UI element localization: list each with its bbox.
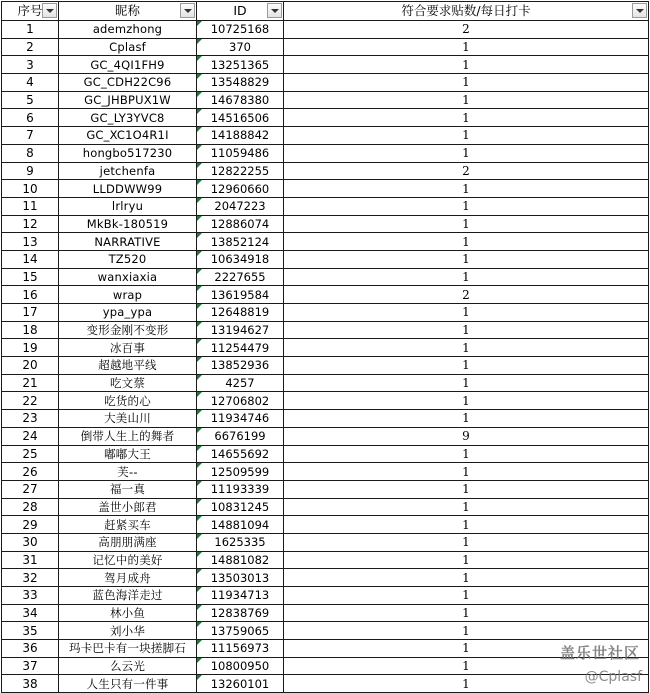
table-row bbox=[2, 427, 649, 445]
cell-seq[interactable]: 28 bbox=[2, 498, 59, 516]
cell-nickname[interactable]: 刘小华 bbox=[59, 622, 197, 640]
column-header-id bbox=[197, 2, 284, 21]
cell-seq[interactable]: 1 bbox=[2, 21, 59, 39]
cell-id-value: 12886074 bbox=[210, 216, 270, 231]
cell-seq[interactable]: 21 bbox=[2, 374, 59, 392]
seq-filter-dropdown-icon[interactable] bbox=[42, 3, 57, 18]
cell-id-value: 10831245 bbox=[210, 499, 270, 514]
table-row bbox=[2, 357, 649, 375]
cell-nickname[interactable]: LLDDWW99 bbox=[59, 180, 197, 198]
cell-nickname[interactable]: wanxiaxia bbox=[59, 268, 197, 286]
cell-count[interactable]: 1 bbox=[284, 587, 649, 605]
table-row bbox=[2, 215, 649, 233]
cell-count[interactable]: 1 bbox=[284, 127, 649, 145]
number-as-text-indicator-icon bbox=[197, 534, 202, 539]
table-row bbox=[2, 321, 649, 339]
cell-nickname[interactable]: 冰百事 bbox=[59, 339, 197, 357]
number-as-text-indicator-icon bbox=[197, 251, 202, 256]
cell-count[interactable]: 1 bbox=[284, 339, 649, 357]
nickname-filter-dropdown-icon[interactable] bbox=[180, 3, 195, 18]
table-row bbox=[2, 657, 649, 675]
cell-id-value: 13503013 bbox=[210, 570, 270, 585]
number-as-text-indicator-icon bbox=[197, 357, 202, 362]
table-row bbox=[2, 38, 649, 56]
cell-nickname[interactable]: lrlryu bbox=[59, 197, 197, 215]
cell-nickname[interactable]: Cplasf bbox=[59, 38, 197, 56]
id-filter-dropdown-icon[interactable] bbox=[267, 3, 282, 18]
cell-id[interactable] bbox=[197, 604, 284, 622]
table-row bbox=[2, 339, 649, 357]
cell-count[interactable]: 2 bbox=[284, 21, 649, 39]
cell-count[interactable]: 9 bbox=[284, 427, 649, 445]
number-as-text-indicator-icon bbox=[197, 180, 202, 185]
table-row bbox=[2, 304, 649, 322]
cell-nickname[interactable]: wrap bbox=[59, 286, 197, 304]
cell-seq[interactable]: 25 bbox=[2, 445, 59, 463]
cell-id-value: 13759065 bbox=[210, 623, 270, 638]
cell-count[interactable]: 1 bbox=[284, 268, 649, 286]
cell-id[interactable] bbox=[197, 374, 284, 392]
cell-seq[interactable]: 11 bbox=[2, 197, 59, 215]
cell-count[interactable]: 1 bbox=[284, 392, 649, 410]
table-row bbox=[2, 498, 649, 516]
cell-nickname[interactable]: TZ520 bbox=[59, 250, 197, 268]
cell-id[interactable] bbox=[197, 339, 284, 357]
cell-count[interactable]: 1 bbox=[284, 675, 649, 693]
number-as-text-indicator-icon bbox=[197, 286, 202, 291]
cell-seq[interactable]: 20 bbox=[2, 357, 59, 375]
cell-id[interactable] bbox=[197, 533, 284, 551]
cell-seq[interactable]: 2 bbox=[2, 38, 59, 56]
cell-nickname[interactable]: 蓝色海洋走过 bbox=[59, 587, 197, 605]
table-row bbox=[2, 268, 649, 286]
cell-count[interactable]: 1 bbox=[284, 533, 649, 551]
cell-nickname[interactable]: 超越地平线 bbox=[59, 357, 197, 375]
number-as-text-indicator-icon bbox=[197, 516, 202, 521]
cell-id-value: 13251365 bbox=[210, 57, 270, 72]
cell-seq[interactable]: 8 bbox=[2, 144, 59, 162]
cell-id-value: 10634918 bbox=[210, 252, 270, 267]
number-as-text-indicator-icon bbox=[197, 92, 202, 97]
cell-id[interactable] bbox=[197, 551, 284, 569]
number-as-text-indicator-icon bbox=[197, 21, 202, 26]
cell-id[interactable] bbox=[197, 445, 284, 463]
cell-id-value: 10725168 bbox=[210, 22, 270, 37]
cell-id-value: 14655692 bbox=[210, 446, 270, 461]
cell-count[interactable]: 1 bbox=[284, 215, 649, 233]
cell-id[interactable] bbox=[197, 640, 284, 658]
cell-id[interactable] bbox=[197, 56, 284, 74]
cell-nickname[interactable]: 赶紧买车 bbox=[59, 516, 197, 534]
table-row bbox=[2, 56, 649, 74]
cell-seq[interactable]: 30 bbox=[2, 533, 59, 551]
cell-count[interactable]: 1 bbox=[284, 197, 649, 215]
column-header-id-label: ID bbox=[233, 3, 247, 18]
cell-seq[interactable]: 15 bbox=[2, 268, 59, 286]
cell-id-value: 11934746 bbox=[210, 411, 270, 426]
cell-count[interactable]: 1 bbox=[284, 109, 649, 127]
cell-id[interactable] bbox=[197, 427, 284, 445]
number-as-text-indicator-icon bbox=[197, 499, 202, 504]
table-row bbox=[2, 74, 649, 92]
cell-id[interactable] bbox=[197, 91, 284, 109]
number-as-text-indicator-icon bbox=[197, 74, 202, 79]
cell-id-value: 370 bbox=[229, 40, 251, 55]
cell-id[interactable] bbox=[197, 410, 284, 428]
cell-count[interactable]: 1 bbox=[284, 604, 649, 622]
cell-nickname[interactable]: NARRATIVE bbox=[59, 233, 197, 251]
cell-id-value: 1625335 bbox=[214, 535, 266, 550]
number-as-text-indicator-icon bbox=[197, 675, 202, 680]
cell-id[interactable] bbox=[197, 215, 284, 233]
cell-id[interactable] bbox=[197, 74, 284, 92]
number-as-text-indicator-icon bbox=[197, 658, 202, 663]
header-row bbox=[2, 2, 649, 21]
cell-id[interactable] bbox=[197, 268, 284, 286]
number-as-text-indicator-icon bbox=[197, 109, 202, 114]
number-as-text-indicator-icon bbox=[197, 233, 202, 238]
cell-seq[interactable]: 38 bbox=[2, 675, 59, 693]
table-body bbox=[2, 21, 649, 693]
cell-id[interactable] bbox=[197, 144, 284, 162]
cell-seq[interactable]: 7 bbox=[2, 127, 59, 145]
table-row bbox=[2, 250, 649, 268]
number-as-text-indicator-icon bbox=[197, 56, 202, 61]
cell-id[interactable] bbox=[197, 180, 284, 198]
cell-seq[interactable]: 29 bbox=[2, 516, 59, 534]
cell-id[interactable] bbox=[197, 38, 284, 56]
table-row bbox=[2, 410, 649, 428]
cell-id-value: 12706802 bbox=[210, 393, 270, 408]
cell-nickname[interactable]: 福一真 bbox=[59, 480, 197, 498]
table-row bbox=[2, 109, 649, 127]
cell-id-value: 12960660 bbox=[210, 181, 270, 196]
table-row bbox=[2, 91, 649, 109]
cell-id[interactable] bbox=[197, 109, 284, 127]
cell-id[interactable] bbox=[197, 304, 284, 322]
cell-id-value: 13260101 bbox=[210, 676, 270, 691]
cell-nickname[interactable]: 记忆中的美好 bbox=[59, 551, 197, 569]
cell-nickname[interactable]: 驾月成舟 bbox=[59, 569, 197, 587]
cell-seq[interactable]: 33 bbox=[2, 587, 59, 605]
cell-id-value: 2047223 bbox=[214, 199, 266, 214]
cell-nickname[interactable]: GC_CDH22C96 bbox=[59, 74, 197, 92]
cell-id-value: 11193339 bbox=[210, 482, 270, 497]
cell-seq[interactable]: 26 bbox=[2, 463, 59, 481]
cell-count[interactable]: 1 bbox=[284, 410, 649, 428]
cell-id-value: 13619584 bbox=[210, 287, 270, 302]
cell-count[interactable]: 1 bbox=[284, 640, 649, 658]
number-as-text-indicator-icon bbox=[197, 127, 202, 132]
cell-id-value: 14881082 bbox=[210, 552, 270, 567]
community-watermark-text: 盖乐世社区 bbox=[559, 644, 640, 662]
cell-count[interactable]: 1 bbox=[284, 144, 649, 162]
cell-id[interactable] bbox=[197, 480, 284, 498]
column-header-count bbox=[284, 2, 649, 21]
cell-seq[interactable]: 35 bbox=[2, 622, 59, 640]
number-as-text-indicator-icon bbox=[197, 605, 202, 610]
cell-id[interactable] bbox=[197, 357, 284, 375]
table-row bbox=[2, 533, 649, 551]
cell-id-value: 12822255 bbox=[210, 163, 270, 178]
cell-seq[interactable]: 24 bbox=[2, 427, 59, 445]
table-row bbox=[2, 480, 649, 498]
number-as-text-indicator-icon bbox=[197, 322, 202, 327]
table-row bbox=[2, 463, 649, 481]
cell-nickname[interactable]: GC_4QI1FH9 bbox=[59, 56, 197, 74]
cell-id[interactable] bbox=[197, 197, 284, 215]
column-header-seq bbox=[2, 2, 59, 21]
column-header-count-label: 符合要求贴数/每日打卡 bbox=[401, 3, 531, 18]
cell-nickname[interactable]: MkBk-180519 bbox=[59, 215, 197, 233]
cell-id-value: 6676199 bbox=[214, 429, 266, 444]
cell-nickname[interactable]: ademzhong bbox=[59, 21, 197, 39]
cell-nickname[interactable]: 玛卡巴卡有一块搓脚石 bbox=[59, 640, 197, 658]
cell-seq[interactable]: 13 bbox=[2, 233, 59, 251]
cell-id[interactable] bbox=[197, 622, 284, 640]
cell-id[interactable] bbox=[197, 21, 284, 39]
cell-seq[interactable]: 9 bbox=[2, 162, 59, 180]
table-row bbox=[2, 622, 649, 640]
cell-id[interactable] bbox=[197, 516, 284, 534]
number-as-text-indicator-icon bbox=[197, 163, 202, 168]
table-row bbox=[2, 516, 649, 534]
cell-id-value: 10800950 bbox=[210, 659, 270, 674]
cell-id-value: 14678380 bbox=[210, 93, 270, 108]
cell-id-value: 12509599 bbox=[210, 464, 270, 479]
cell-seq[interactable]: 36 bbox=[2, 640, 59, 658]
cell-count[interactable]: 1 bbox=[284, 374, 649, 392]
cell-count[interactable]: 1 bbox=[284, 445, 649, 463]
cell-count[interactable]: 2 bbox=[284, 286, 649, 304]
cell-id-value: 13852936 bbox=[210, 358, 270, 373]
number-as-text-indicator-icon bbox=[197, 446, 202, 451]
table-row bbox=[2, 374, 649, 392]
cell-count[interactable]: 1 bbox=[284, 180, 649, 198]
number-as-text-indicator-icon bbox=[197, 622, 202, 627]
cell-id[interactable] bbox=[197, 392, 284, 410]
column-header-nickname-label: 昵称 bbox=[114, 3, 140, 18]
column-header-seq-label: 序号 bbox=[17, 3, 43, 18]
number-as-text-indicator-icon bbox=[197, 552, 202, 557]
spreadsheet-table bbox=[1, 1, 649, 693]
cell-id[interactable] bbox=[197, 675, 284, 693]
table-row bbox=[2, 569, 649, 587]
author-handle-watermark: @Cplasf bbox=[584, 669, 642, 685]
cell-count[interactable]: 1 bbox=[284, 304, 649, 322]
number-as-text-indicator-icon bbox=[197, 587, 202, 592]
table-row bbox=[2, 127, 649, 145]
cell-count[interactable]: 1 bbox=[284, 321, 649, 339]
cell-seq[interactable]: 19 bbox=[2, 339, 59, 357]
cell-seq[interactable]: 3 bbox=[2, 56, 59, 74]
cell-nickname[interactable]: 林小鱼 bbox=[59, 604, 197, 622]
table-row bbox=[2, 604, 649, 622]
cell-count[interactable]: 1 bbox=[284, 463, 649, 481]
cell-seq[interactable]: 14 bbox=[2, 250, 59, 268]
cell-seq[interactable]: 22 bbox=[2, 392, 59, 410]
cell-count[interactable]: 1 bbox=[284, 250, 649, 268]
cell-count[interactable]: 1 bbox=[284, 56, 649, 74]
table-row bbox=[2, 144, 649, 162]
cell-id-value: 13194627 bbox=[210, 323, 270, 338]
cell-id-value: 4257 bbox=[225, 376, 255, 391]
cell-count[interactable]: 1 bbox=[284, 498, 649, 516]
cell-id-value: 12838769 bbox=[210, 606, 270, 621]
number-as-text-indicator-icon bbox=[197, 269, 202, 274]
cell-seq[interactable]: 16 bbox=[2, 286, 59, 304]
cell-id[interactable] bbox=[197, 657, 284, 675]
table-row bbox=[2, 587, 649, 605]
cell-nickname[interactable]: ypa_ypa bbox=[59, 304, 197, 322]
number-as-text-indicator-icon bbox=[197, 569, 202, 574]
cell-nickname[interactable]: GC_JHBPUX1W bbox=[59, 91, 197, 109]
cell-id[interactable] bbox=[197, 286, 284, 304]
cell-id[interactable] bbox=[197, 498, 284, 516]
table-row bbox=[2, 675, 649, 693]
table-row bbox=[2, 197, 649, 215]
number-as-text-indicator-icon bbox=[197, 145, 202, 150]
cell-count[interactable]: 1 bbox=[284, 357, 649, 375]
cell-nickname[interactable]: 芙-- bbox=[59, 463, 197, 481]
cell-seq[interactable]: 18 bbox=[2, 321, 59, 339]
cell-nickname[interactable]: 盖世小郎君 bbox=[59, 498, 197, 516]
community-watermark bbox=[560, 642, 640, 663]
table-row bbox=[2, 640, 649, 658]
cell-nickname[interactable]: 吃货的心 bbox=[59, 392, 197, 410]
cell-id[interactable] bbox=[197, 127, 284, 145]
number-as-text-indicator-icon bbox=[197, 339, 202, 344]
number-as-text-indicator-icon bbox=[197, 481, 202, 486]
cell-id[interactable] bbox=[197, 587, 284, 605]
cell-nickname[interactable]: 人生只有一件事 bbox=[59, 675, 197, 693]
cell-id-value: 11934713 bbox=[210, 588, 270, 603]
table-row bbox=[2, 392, 649, 410]
cell-seq[interactable]: 4 bbox=[2, 74, 59, 92]
table-row bbox=[2, 551, 649, 569]
table-row bbox=[2, 286, 649, 304]
cell-id-value: 14881094 bbox=[210, 517, 270, 532]
table-row bbox=[2, 21, 649, 39]
number-as-text-indicator-icon bbox=[197, 392, 202, 397]
cell-count[interactable]: 1 bbox=[284, 516, 649, 534]
cell-seq[interactable]: 34 bbox=[2, 604, 59, 622]
cell-seq[interactable]: 10 bbox=[2, 180, 59, 198]
number-as-text-indicator-icon bbox=[197, 463, 202, 468]
cell-id-value: 14188842 bbox=[210, 128, 270, 143]
cell-id-value: 11059486 bbox=[210, 146, 270, 161]
cell-count[interactable]: 1 bbox=[284, 38, 649, 56]
cell-nickname[interactable]: 么云光 bbox=[59, 657, 197, 675]
number-as-text-indicator-icon bbox=[197, 39, 202, 44]
cell-id[interactable] bbox=[197, 250, 284, 268]
cell-seq[interactable]: 32 bbox=[2, 569, 59, 587]
cell-seq[interactable]: 5 bbox=[2, 91, 59, 109]
number-as-text-indicator-icon bbox=[197, 428, 202, 433]
cell-nickname[interactable]: 高朋朋满座 bbox=[59, 533, 197, 551]
cell-seq[interactable]: 27 bbox=[2, 480, 59, 498]
cell-nickname[interactable]: hongbo517230 bbox=[59, 144, 197, 162]
number-as-text-indicator-icon bbox=[197, 198, 202, 203]
cell-count[interactable]: 1 bbox=[284, 480, 649, 498]
cell-id-value: 11156973 bbox=[210, 641, 270, 656]
cell-count[interactable]: 1 bbox=[284, 91, 649, 109]
count-filter-dropdown-icon[interactable] bbox=[632, 3, 647, 18]
cell-count[interactable]: 1 bbox=[284, 74, 649, 92]
cell-nickname[interactable]: GC_LY3YVC8 bbox=[59, 109, 197, 127]
number-as-text-indicator-icon bbox=[197, 304, 202, 309]
number-as-text-indicator-icon bbox=[197, 640, 202, 645]
cell-id-value: 13852124 bbox=[210, 234, 270, 249]
number-as-text-indicator-icon bbox=[197, 216, 202, 221]
cell-id[interactable] bbox=[197, 463, 284, 481]
cell-seq[interactable]: 17 bbox=[2, 304, 59, 322]
cell-id-value: 2227655 bbox=[214, 269, 266, 284]
cell-nickname[interactable]: 吃文蔡 bbox=[59, 374, 197, 392]
cell-nickname[interactable]: 倒带人生上的舞者 bbox=[59, 427, 197, 445]
cell-id[interactable] bbox=[197, 162, 284, 180]
cell-nickname[interactable]: 嘟嘟大王 bbox=[59, 445, 197, 463]
cell-count[interactable]: 1 bbox=[284, 657, 649, 675]
column-header-nickname bbox=[59, 2, 197, 21]
cell-count[interactable]: 1 bbox=[284, 622, 649, 640]
cell-count[interactable]: 1 bbox=[284, 569, 649, 587]
cell-count[interactable]: 2 bbox=[284, 162, 649, 180]
cell-seq[interactable]: 31 bbox=[2, 551, 59, 569]
cell-count[interactable]: 1 bbox=[284, 551, 649, 569]
cell-seq[interactable]: 6 bbox=[2, 109, 59, 127]
cell-nickname[interactable]: jetchenfa bbox=[59, 162, 197, 180]
cell-seq[interactable]: 23 bbox=[2, 410, 59, 428]
cell-id[interactable] bbox=[197, 569, 284, 587]
table-row bbox=[2, 445, 649, 463]
table-row bbox=[2, 180, 649, 198]
cell-id-value: 14516506 bbox=[210, 110, 270, 125]
cell-id-value: 11254479 bbox=[210, 340, 270, 355]
cell-id[interactable] bbox=[197, 233, 284, 251]
cell-id-value: 13548829 bbox=[210, 75, 270, 90]
number-as-text-indicator-icon bbox=[197, 410, 202, 415]
cell-nickname[interactable]: GC_XC1O4R1I bbox=[59, 127, 197, 145]
cell-count[interactable]: 1 bbox=[284, 233, 649, 251]
table-row bbox=[2, 162, 649, 180]
cell-nickname[interactable]: 变形金刚不变形 bbox=[59, 321, 197, 339]
table-row bbox=[2, 233, 649, 251]
cell-id[interactable] bbox=[197, 321, 284, 339]
cell-seq[interactable]: 37 bbox=[2, 657, 59, 675]
number-as-text-indicator-icon bbox=[197, 375, 202, 380]
cell-id-value: 12648819 bbox=[210, 305, 270, 320]
cell-seq[interactable]: 12 bbox=[2, 215, 59, 233]
cell-nickname[interactable]: 大美山川 bbox=[59, 410, 197, 428]
